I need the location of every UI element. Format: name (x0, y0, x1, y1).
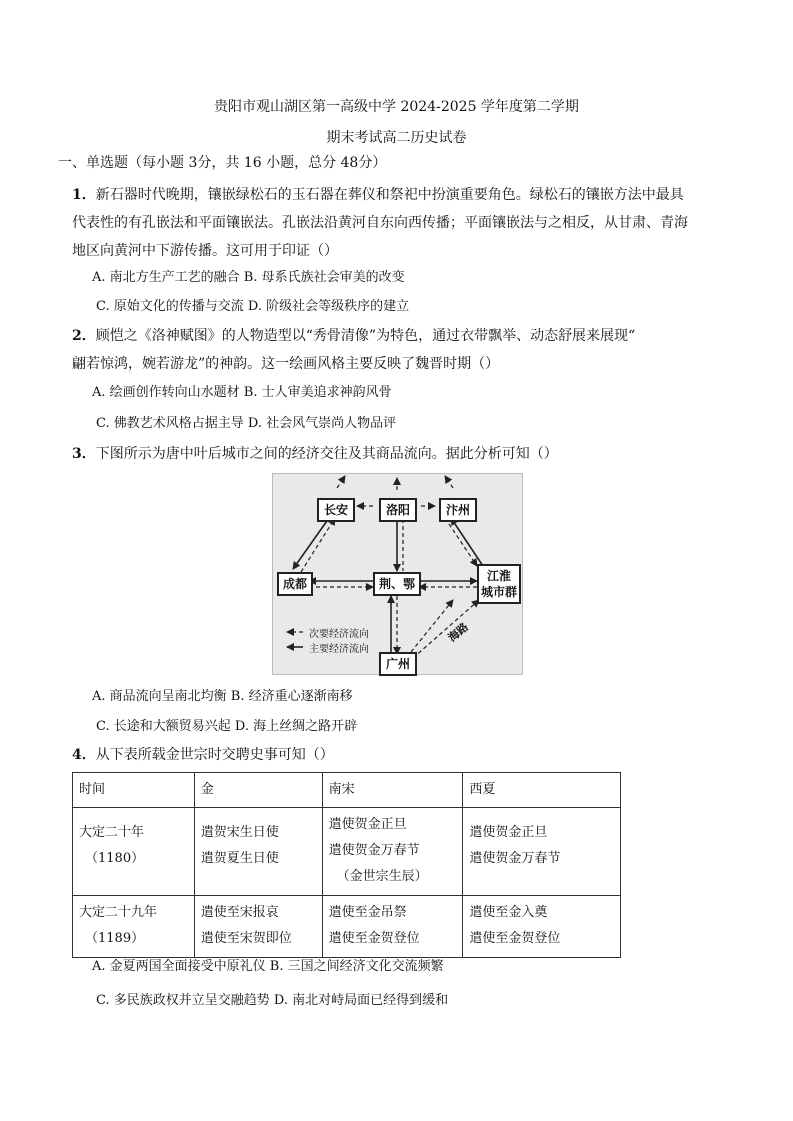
q1-options-ab: A. 南北方生产工艺的融合 B. 母系氏族社会审美的改变 (92, 270, 405, 285)
cell-song: 遣使贺金正旦 遣使贺金万春节 （金世宗生辰） (322, 808, 463, 896)
node-jianghuai: 江淮 城市群 (477, 564, 521, 604)
q2-number: 2． (72, 328, 96, 344)
legend-major-label: 主要经济流向 (309, 644, 369, 655)
cell-xia: 遣使贺金正旦 遣使贺金万春节 (463, 808, 621, 896)
q1-line-2: 代表性的有孔嵌法和平面镶嵌法。孔嵌法沿黄河自东向西传播；平面镶嵌法与之相反，从甘肃、青海 (72, 215, 688, 231)
section-heading: 一、单选题（每小题 3分，共 16 小题，总分 48分） (58, 155, 387, 171)
flow-bianzhou-north (445, 476, 453, 488)
cell-jin: 遣贺宋生日使 遣贺夏生日使 (194, 808, 322, 896)
exam-subtitle: 期末考试高二历史试卷 (326, 130, 467, 146)
q4-options-cd: C. 多民族政权并立呈交融趋势 D. 南北对峙局面已经得到缓和 (96, 993, 449, 1008)
table-header-row (73, 773, 621, 808)
flow-chengdu-changan (301, 518, 335, 572)
trade-flow-diagram (272, 473, 523, 675)
cell-xia: 遣使至金入奠 遣使至金贺登位 (463, 896, 621, 958)
node-luoyang: 洛阳 (379, 498, 417, 522)
legend-minor-label: 次要经济流向 (309, 629, 369, 640)
header-time: 时间 (73, 773, 195, 808)
table-row (73, 808, 621, 896)
q2-options-ab: A. 绘画创作转向山水题材 B. 士人审美追求神韵风骨 (92, 385, 392, 400)
node-bianzhou: 汴州 (439, 498, 477, 522)
header-song: 南宋 (322, 773, 463, 808)
q4-options-ab: A. 金夏两国全面接受中原礼仪 B. 三国之间经济文化交流频繁 (92, 959, 444, 974)
q2-line-2: 翩若惊鸿，婉若游龙”的神韵。这一绘画风格主要反映了魏晋时期（） (72, 356, 500, 372)
q4-number: 4． (72, 747, 96, 763)
cell-time: 大定二十九年 （1189） (73, 896, 195, 958)
flow-changan-north (337, 476, 345, 488)
cell-jin: 遣使至宋报哀 遣使至宋贺即位 (194, 896, 322, 958)
q3-options-ab: A. 商品流向呈南北均衡 B. 经济重心逐渐南移 (92, 689, 353, 704)
flow-guangzhou-jianghuai (411, 600, 453, 652)
q2-line-1: 2．顾恺之《洛神赋图》的人物造型以“秀骨清像”为特色，通过衣带飘举、动态舒展来展现“ (72, 328, 636, 344)
q1-number: 1． (72, 187, 96, 203)
header-xia: 西夏 (463, 773, 621, 808)
q3-line-1: 3．下图所示为唐中叶后城市之间的经济交往及其商品流向。据此分析可知（） (72, 446, 558, 462)
node-jinge: 荆、鄂 (373, 572, 421, 596)
exam-title: 贵阳市观山湖区第一高级中学 2024-2025 学年度第二学期 (214, 99, 579, 115)
q3-options-cd: C. 长途和大额贸易兴起 D. 海上丝绸之路开辟 (96, 719, 358, 734)
cell-time: 大定二十年 （1180） (73, 808, 195, 896)
node-guangzhou: 广州 (379, 652, 417, 676)
flow-changan-chengdu (293, 518, 329, 569)
flow-jianghuai-bianzhou (451, 518, 483, 566)
q3-number: 3． (72, 446, 96, 462)
q1-line-3: 地区向黄河中下游传播。这可用于印证（） (72, 243, 338, 259)
q2-options-cd: C. 佛教艺术风格占据主导 D. 社会风气崇尚人物品评 (96, 416, 397, 431)
q1-line-1: 1．新石器时代晚期，镶嵌绿松石的玉石器在葬仪和祭祀中扮演重要角色。绿松石的镶嵌方法中最具 (72, 187, 684, 203)
flow-bianzhou-jianghuai (445, 518, 477, 566)
header-jin: 金 (194, 773, 322, 808)
q1-options-cd: C. 原始文化的传播与交流 D. 阶级社会等级秩序的建立 (96, 299, 410, 314)
node-chengdu: 成都 (277, 572, 313, 596)
cell-song: 遣使至金吊祭 遣使至金贺登位 (322, 896, 463, 958)
table-row (73, 896, 621, 958)
node-changan: 长安 (317, 498, 355, 522)
diplomacy-table (72, 772, 621, 958)
q4-line-1: 4．从下表所载金世宗时交聘史事可知（） (72, 747, 334, 763)
sea-route-label: 海路 (445, 620, 471, 645)
